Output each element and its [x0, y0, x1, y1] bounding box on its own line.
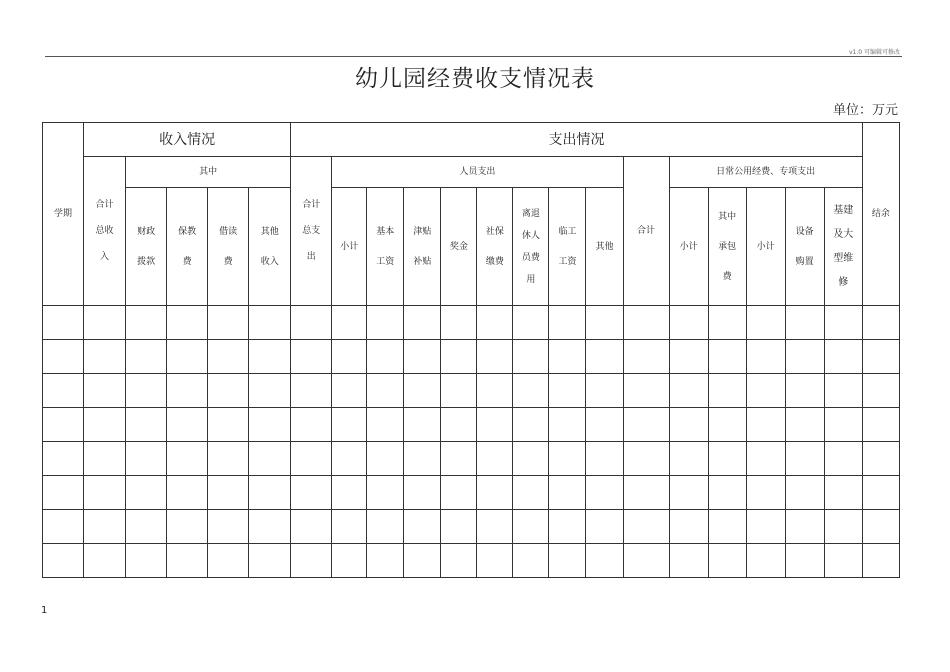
table-cell[interactable] — [291, 408, 332, 442]
table-cell[interactable] — [332, 510, 367, 544]
table-cell[interactable] — [824, 374, 862, 408]
table-cell[interactable] — [586, 476, 623, 510]
table-cell[interactable] — [785, 510, 824, 544]
table-cell[interactable] — [167, 442, 208, 476]
table-cell[interactable] — [43, 510, 84, 544]
table-cell[interactable] — [291, 374, 332, 408]
col-daily-total: 合计 — [623, 157, 669, 306]
table-body — [43, 306, 900, 578]
table-cell[interactable] — [332, 442, 367, 476]
col-personnel-item: 其他 — [586, 188, 623, 306]
table-cell[interactable] — [167, 476, 208, 510]
col-balance: 结余 — [862, 123, 899, 306]
table-cell[interactable] — [824, 544, 862, 578]
table-row — [43, 544, 900, 578]
col-personnel-item: 基本 工资 — [367, 188, 404, 306]
table-cell[interactable] — [477, 408, 513, 442]
income-group-header: 收入情况 — [84, 123, 291, 157]
table-cell[interactable] — [549, 408, 586, 442]
table-cell[interactable] — [208, 340, 249, 374]
table-cell[interactable] — [708, 340, 746, 374]
table-cell[interactable] — [404, 374, 441, 408]
col-equipment: 设备 购置 — [785, 188, 824, 306]
table-cell[interactable] — [84, 476, 126, 510]
col-personnel-item: 津贴 补贴 — [404, 188, 441, 306]
table-cell[interactable] — [208, 408, 249, 442]
table-cell[interactable] — [549, 510, 586, 544]
table-cell[interactable] — [824, 408, 862, 442]
table-cell[interactable] — [84, 510, 126, 544]
table-cell[interactable] — [167, 340, 208, 374]
col-personnel-item: 奖金 — [441, 188, 477, 306]
table-cell[interactable] — [332, 340, 367, 374]
table-cell[interactable] — [404, 544, 441, 578]
table-cell[interactable] — [746, 442, 785, 476]
table-cell[interactable] — [367, 306, 404, 340]
table-cell[interactable] — [126, 544, 167, 578]
table-cell[interactable] — [669, 476, 708, 510]
table-cell[interactable] — [669, 374, 708, 408]
table-cell[interactable] — [126, 374, 167, 408]
table-cell[interactable] — [441, 442, 477, 476]
table-cell[interactable] — [367, 442, 404, 476]
table-cell[interactable] — [249, 442, 291, 476]
table-cell[interactable] — [43, 306, 84, 340]
table-cell[interactable] — [167, 306, 208, 340]
table-cell[interactable] — [367, 544, 404, 578]
col-personnel-subtotal: 小计 — [332, 188, 367, 306]
table-cell[interactable] — [477, 510, 513, 544]
table-cell[interactable] — [513, 408, 549, 442]
table-cell[interactable] — [249, 374, 291, 408]
table-cell[interactable] — [513, 510, 549, 544]
table-cell[interactable] — [785, 408, 824, 442]
table-cell[interactable] — [291, 476, 332, 510]
table-cell[interactable] — [669, 306, 708, 340]
table-cell[interactable] — [84, 306, 126, 340]
table-cell[interactable] — [862, 374, 899, 408]
table-cell[interactable] — [623, 340, 669, 374]
table-cell[interactable] — [586, 544, 623, 578]
table-cell[interactable] — [623, 374, 669, 408]
personnel-header: 人员支出 — [332, 157, 623, 188]
table-row — [43, 476, 900, 510]
table-cell[interactable] — [126, 510, 167, 544]
unit-label: 单位：万元 — [832, 103, 898, 118]
col-infrastructure: 基建 及大 型维 修 — [824, 188, 862, 306]
table-cell[interactable] — [126, 306, 167, 340]
table-cell[interactable] — [332, 374, 367, 408]
table-cell[interactable] — [441, 408, 477, 442]
table-cell[interactable] — [208, 374, 249, 408]
table-cell[interactable] — [824, 306, 862, 340]
table-cell[interactable] — [549, 374, 586, 408]
table-cell[interactable] — [208, 544, 249, 578]
table-cell[interactable] — [862, 476, 899, 510]
table-cell[interactable] — [708, 442, 746, 476]
table-cell[interactable] — [84, 544, 126, 578]
table-cell[interactable] — [746, 408, 785, 442]
table-cell[interactable] — [291, 306, 332, 340]
table-cell[interactable] — [167, 544, 208, 578]
table-cell[interactable] — [477, 544, 513, 578]
table-cell[interactable] — [441, 510, 477, 544]
table-cell[interactable] — [623, 442, 669, 476]
table-cell[interactable] — [746, 544, 785, 578]
table-cell[interactable] — [441, 374, 477, 408]
table-cell[interactable] — [367, 408, 404, 442]
table-cell[interactable] — [513, 476, 549, 510]
expense-group-header: 支出情况 — [291, 123, 863, 157]
table-cell[interactable] — [785, 374, 824, 408]
table-cell[interactable] — [586, 408, 623, 442]
table-cell[interactable] — [708, 510, 746, 544]
table-cell[interactable] — [291, 510, 332, 544]
table-cell[interactable] — [404, 476, 441, 510]
table-cell[interactable] — [291, 442, 332, 476]
table-cell[interactable] — [441, 476, 477, 510]
col-personnel-item: 社保 缴费 — [477, 188, 513, 306]
table-cell[interactable] — [862, 408, 899, 442]
table-cell[interactable] — [708, 544, 746, 578]
col-income-item: 财政 拨款 — [126, 188, 167, 306]
table-cell[interactable] — [43, 340, 84, 374]
table-cell[interactable] — [746, 340, 785, 374]
table-cell[interactable] — [586, 510, 623, 544]
table-row — [43, 306, 900, 340]
table-cell[interactable] — [126, 408, 167, 442]
table-cell[interactable] — [513, 544, 549, 578]
table-cell[interactable] — [249, 544, 291, 578]
page-title: 幼儿园经费收支情况表 — [355, 66, 595, 92]
col-income-item: 保教 费 — [167, 188, 208, 306]
table-cell[interactable] — [167, 374, 208, 408]
version-label: v1.0 可编辑可修改 — [848, 49, 900, 56]
table-cell[interactable] — [586, 306, 623, 340]
table-cell[interactable] — [208, 442, 249, 476]
table-cell[interactable] — [586, 374, 623, 408]
table-cell[interactable] — [824, 340, 862, 374]
table-cell[interactable] — [513, 340, 549, 374]
table-cell[interactable] — [477, 340, 513, 374]
table-cell[interactable] — [862, 340, 899, 374]
table-cell[interactable] — [167, 408, 208, 442]
table-cell[interactable] — [84, 408, 126, 442]
table-cell[interactable] — [84, 442, 126, 476]
table-cell[interactable] — [708, 306, 746, 340]
table-cell[interactable] — [126, 340, 167, 374]
table-row — [43, 374, 900, 408]
table-cell[interactable] — [249, 510, 291, 544]
table-cell[interactable] — [669, 340, 708, 374]
table-cell[interactable] — [746, 476, 785, 510]
table-cell[interactable] — [623, 408, 669, 442]
table-cell[interactable] — [441, 306, 477, 340]
table-cell[interactable] — [549, 544, 586, 578]
col-income-total: 合计 总收 入 — [84, 157, 126, 306]
table-cell[interactable] — [367, 510, 404, 544]
table-cell[interactable] — [291, 544, 332, 578]
table-cell[interactable] — [746, 510, 785, 544]
daily-header: 日常公用经费、专项支出 — [669, 157, 862, 188]
header-rule — [45, 56, 902, 57]
table-cell[interactable] — [477, 306, 513, 340]
table-row — [43, 510, 900, 544]
table-cell[interactable] — [404, 340, 441, 374]
table-cell[interactable] — [862, 510, 899, 544]
table-cell[interactable] — [249, 476, 291, 510]
table-cell[interactable] — [367, 340, 404, 374]
table-cell[interactable] — [84, 340, 126, 374]
table-cell[interactable] — [785, 544, 824, 578]
table-cell[interactable] — [824, 476, 862, 510]
table-cell[interactable] — [586, 340, 623, 374]
col-expense-total: 合计 总支 出 — [291, 157, 332, 306]
col-personnel-item: 临工 工资 — [549, 188, 586, 306]
table-cell[interactable] — [785, 476, 824, 510]
table-cell[interactable] — [126, 476, 167, 510]
table-cell[interactable] — [291, 340, 332, 374]
table-cell[interactable] — [404, 306, 441, 340]
table-cell[interactable] — [208, 476, 249, 510]
table-cell[interactable] — [513, 442, 549, 476]
table-cell[interactable] — [862, 544, 899, 578]
table-cell[interactable] — [249, 408, 291, 442]
page-number: 1 — [41, 605, 48, 616]
table-cell[interactable] — [249, 340, 291, 374]
table-cell[interactable] — [208, 306, 249, 340]
table-cell[interactable] — [862, 442, 899, 476]
table-cell[interactable] — [208, 510, 249, 544]
table-cell[interactable] — [367, 476, 404, 510]
income-of-which-header: 其中 — [126, 157, 291, 188]
col-daily-subtotal: 小计 — [669, 188, 708, 306]
table-cell[interactable] — [669, 544, 708, 578]
table-cell[interactable] — [43, 476, 84, 510]
table-cell[interactable] — [43, 544, 84, 578]
col-personnel-item: 离退 休人 员费 用 — [513, 188, 549, 306]
table-cell[interactable] — [586, 442, 623, 476]
table-cell[interactable] — [669, 408, 708, 442]
table-cell[interactable] — [332, 408, 367, 442]
table-row — [43, 442, 900, 476]
table-cell[interactable] — [785, 306, 824, 340]
table-cell[interactable] — [332, 476, 367, 510]
table-cell[interactable] — [824, 510, 862, 544]
table-cell[interactable] — [708, 408, 746, 442]
table-cell[interactable] — [623, 476, 669, 510]
table-cell[interactable] — [785, 442, 824, 476]
table-cell[interactable] — [167, 510, 208, 544]
table-cell[interactable] — [708, 476, 746, 510]
table-cell[interactable] — [404, 510, 441, 544]
col-daily-contract: 其中 承包 费 — [708, 188, 746, 306]
table-cell[interactable] — [477, 374, 513, 408]
table-cell[interactable] — [441, 340, 477, 374]
table-cell[interactable] — [623, 306, 669, 340]
table-cell[interactable] — [549, 476, 586, 510]
expense-table — [42, 122, 900, 578]
table-cell[interactable] — [477, 442, 513, 476]
table-cell[interactable] — [367, 374, 404, 408]
table-cell[interactable] — [513, 374, 549, 408]
table-cell[interactable] — [862, 306, 899, 340]
table-cell[interactable] — [43, 408, 84, 442]
table-cell[interactable] — [669, 442, 708, 476]
table-cell[interactable] — [249, 306, 291, 340]
table-cell[interactable] — [746, 306, 785, 340]
table-cell[interactable] — [549, 340, 586, 374]
table-cell[interactable] — [332, 306, 367, 340]
col-term: 学期 — [43, 123, 84, 306]
table-cell[interactable] — [708, 374, 746, 408]
table-cell[interactable] — [824, 442, 862, 476]
table-cell[interactable] — [404, 408, 441, 442]
table-cell[interactable] — [746, 374, 785, 408]
table-cell[interactable] — [404, 442, 441, 476]
table-cell[interactable] — [549, 306, 586, 340]
table-cell[interactable] — [513, 306, 549, 340]
table-cell[interactable] — [623, 510, 669, 544]
table-cell[interactable] — [669, 510, 708, 544]
col-income-item: 其他 收入 — [249, 188, 291, 306]
table-cell[interactable] — [477, 476, 513, 510]
table-cell[interactable] — [441, 544, 477, 578]
table-row — [43, 340, 900, 374]
table-cell[interactable] — [785, 340, 824, 374]
col-daily-subtotal2: 小计 — [746, 188, 785, 306]
table-cell[interactable] — [623, 544, 669, 578]
table-row — [43, 408, 900, 442]
table-cell[interactable] — [43, 374, 84, 408]
table-cell[interactable] — [126, 442, 167, 476]
table-cell[interactable] — [84, 374, 126, 408]
table-cell[interactable] — [549, 442, 586, 476]
table-cell[interactable] — [332, 544, 367, 578]
col-income-item: 借读 费 — [208, 188, 249, 306]
table-cell[interactable] — [43, 442, 84, 476]
